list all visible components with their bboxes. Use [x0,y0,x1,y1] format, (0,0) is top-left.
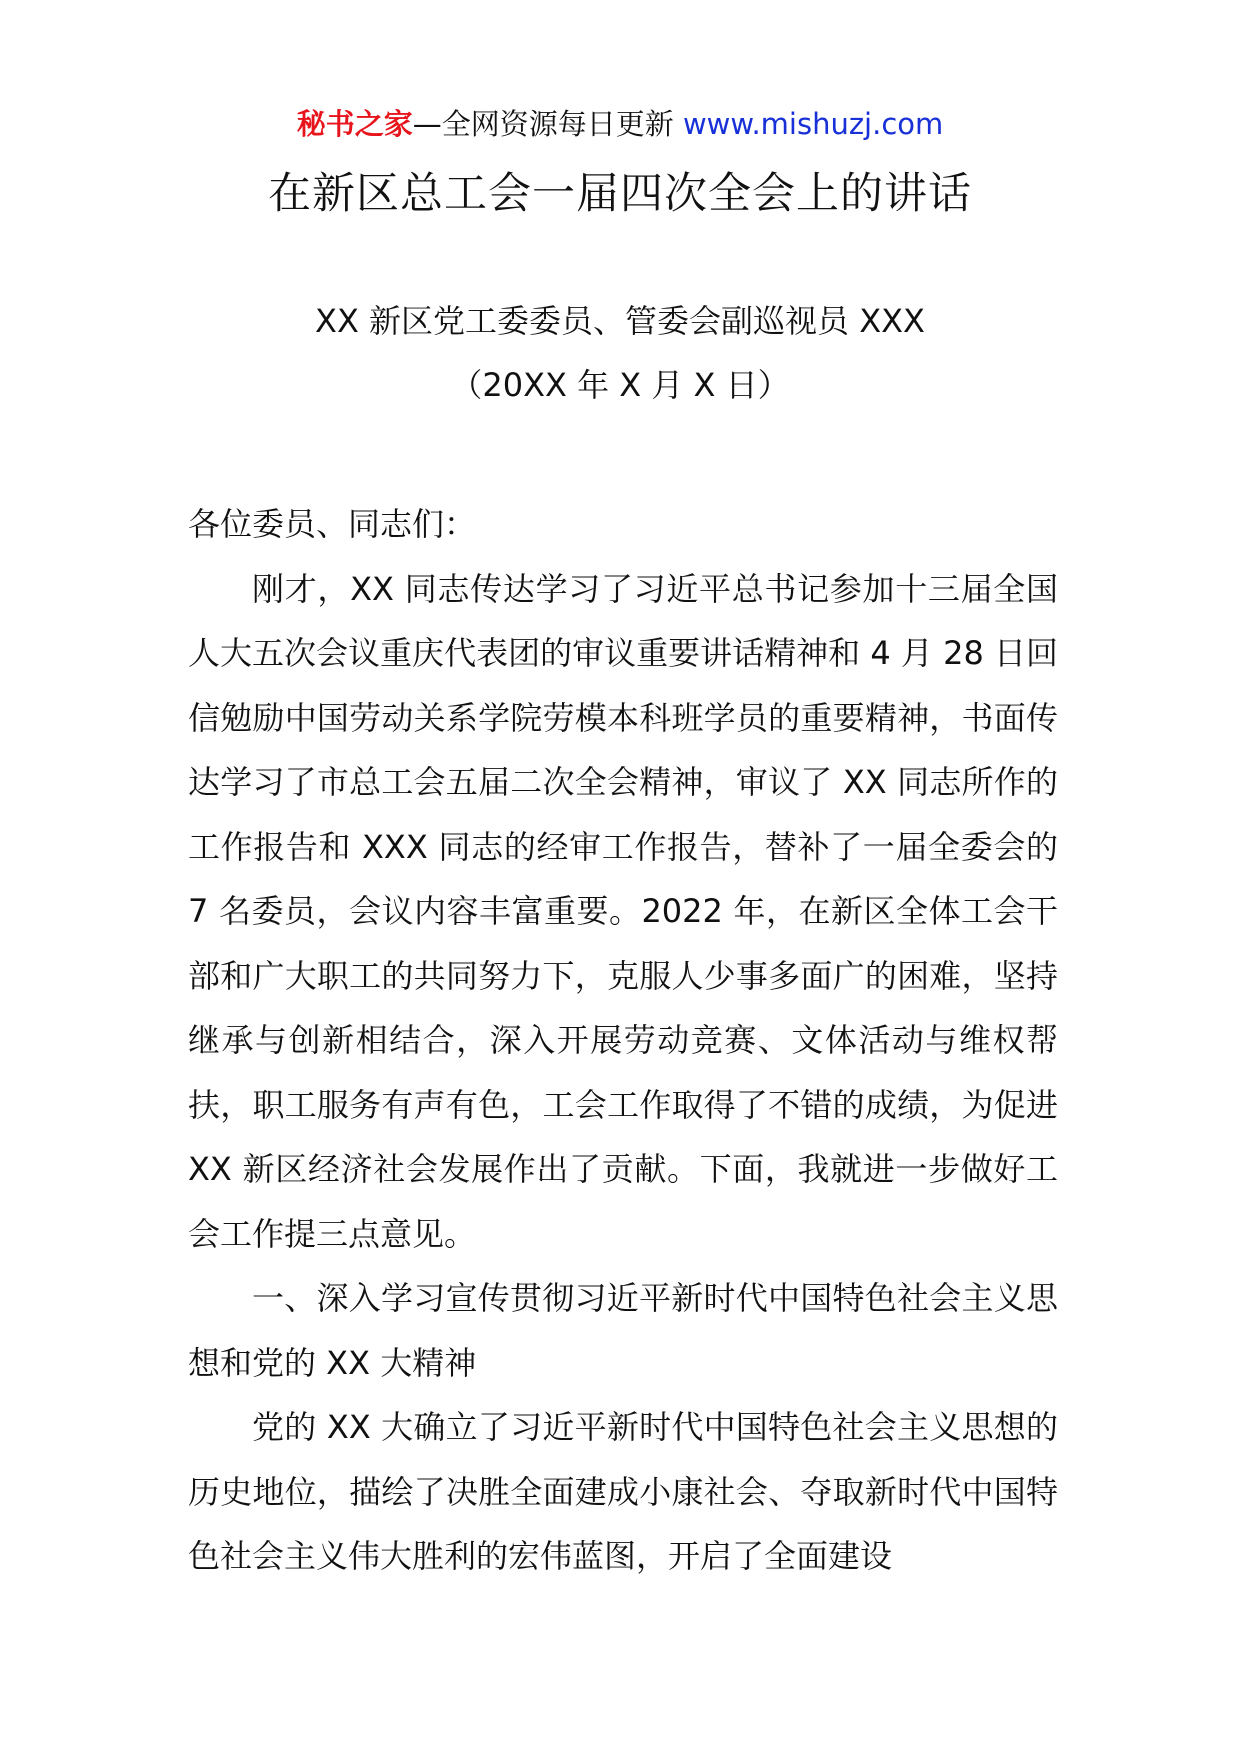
document-title: 在新区总工会一届四次全会上的讲话 [268,169,972,219]
watermark-header [0,104,1240,144]
brand-tagline: —全网资源每日更新 [412,107,674,141]
document-body [188,492,1058,1589]
speaker-line: XX 新区党工委委员、管委会副巡视员 XXX [315,302,925,340]
date-line: （20XX 年 X 月 X 日） [450,366,790,404]
paragraph-1: 刚才，XX 同志传达学习了习近平总书记参加十三届全国人大五次会议重庆代表团的审议重要讲话精神和 4 月 28 日回信勉励中国劳动关系学院劳模本科班学员的重要精神，书面传达学习了市总工会五届二次全会精神，审议了 XX 同志所作的工作报告和 XXX 同志的经审工作报告，替补了一届全委会的 7 名委员，会议内容丰富重要。2022 年，在新区全体工会干部和广大职工的共同努力下，克服人少事多面广的困难，坚持继承与创新相结合，深入开展劳动竞赛、文体活动与维权帮扶，职工服务有声有色，工会工作取得了不错的成绩，为促进 XX 新区经济社会发展作出了贡献。下面，我就进一步做好工会工作提三点意见。 [188,569,1058,1253]
paragraph-2: 党的 XX 大确立了习近平新时代中国特色社会主义思想的历史地位，描绘了决胜全面建成小康社会、夺取新时代中国特色社会主义伟大胜利的宏伟蓝图，开启了全面建设 [188,1408,1058,1575]
greeting: 各位委员、同志们： [188,505,477,543]
brand-name: 秘书之家 [296,107,413,141]
site-url: www.mishuzj.com [682,107,944,141]
section-heading-1: 一、深入学习宣传贯彻习近平新时代中国特色社会主义思想和党的 XX 大精神 [188,1279,1058,1382]
